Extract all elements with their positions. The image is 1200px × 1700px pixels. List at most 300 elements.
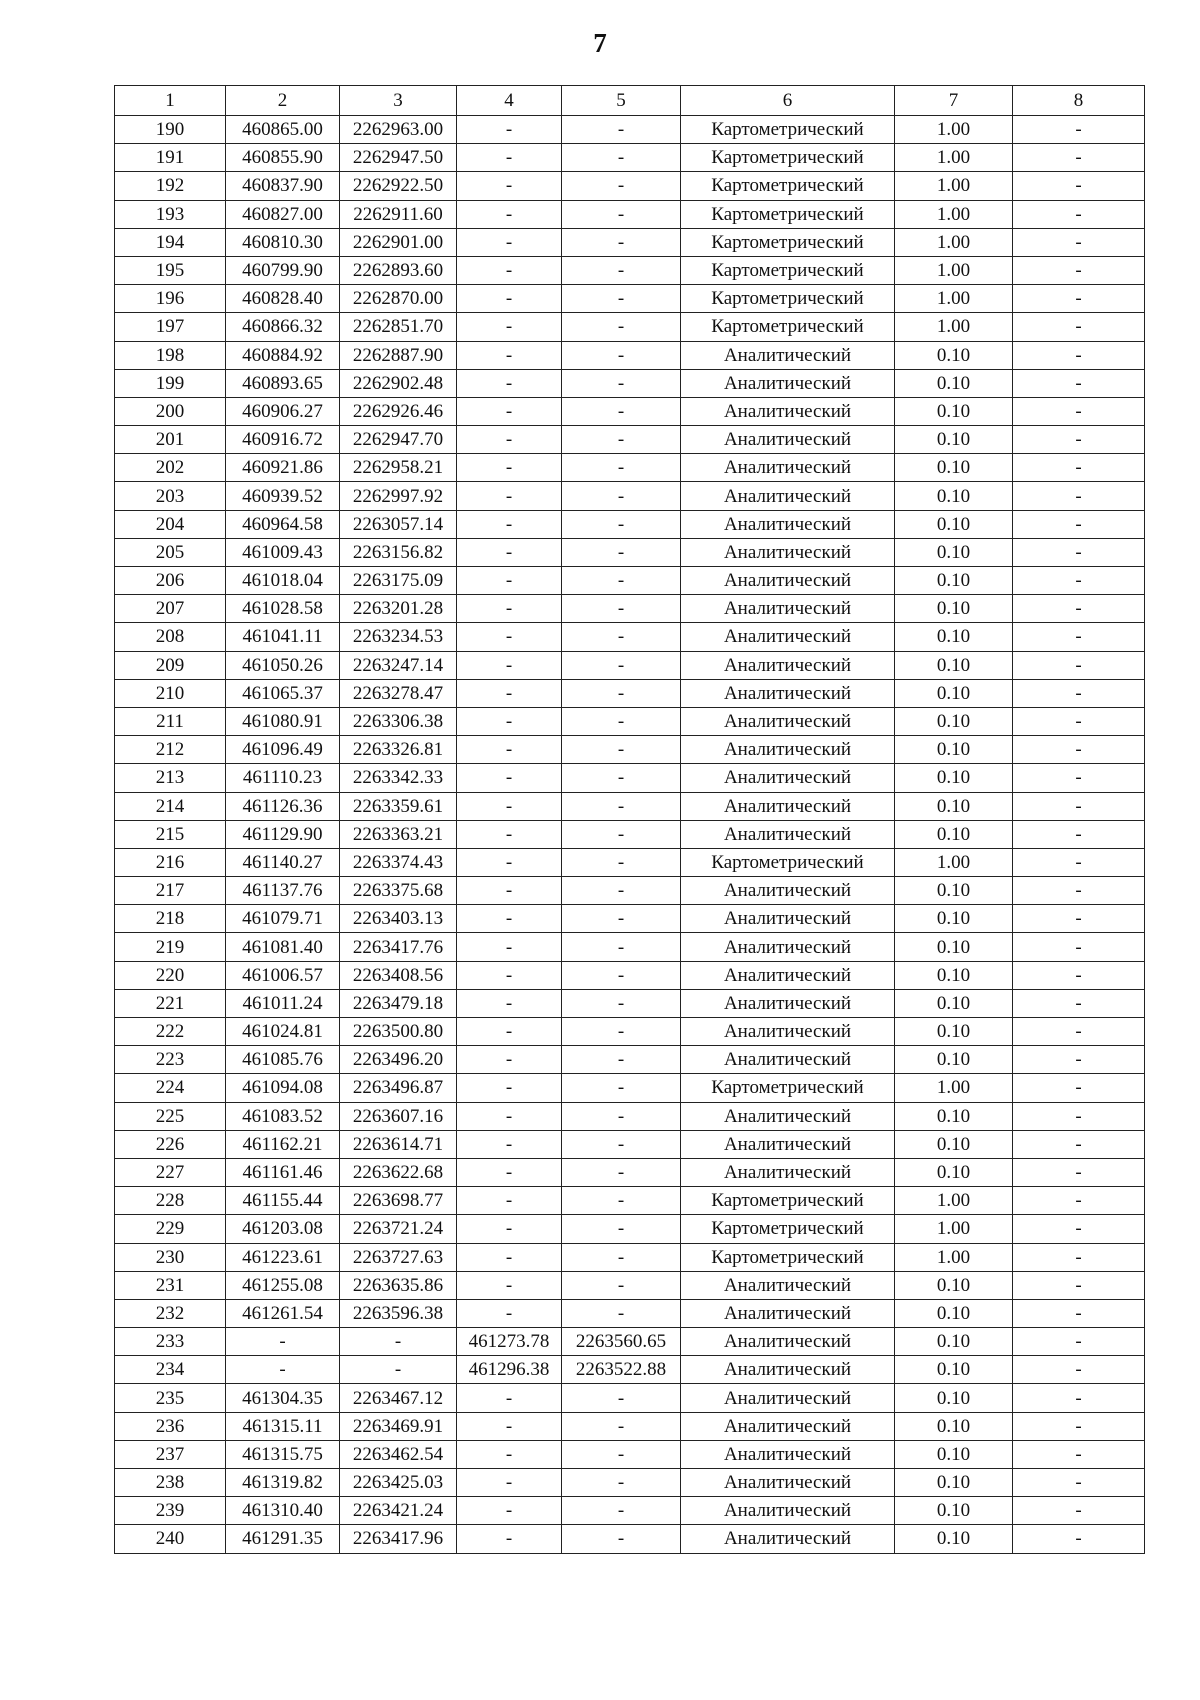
accuracy-cell: 0.10 xyxy=(895,426,1013,454)
x-coordinate-cell: 461137.76 xyxy=(226,877,340,905)
description-cell: - xyxy=(1013,482,1145,510)
y-alt-coordinate-cell: - xyxy=(562,538,681,566)
x-coordinate-cell: 461223.61 xyxy=(226,1243,340,1271)
method-cell: Картометрический xyxy=(681,116,895,144)
accuracy-cell: 1.00 xyxy=(895,172,1013,200)
y-alt-coordinate-cell: - xyxy=(562,510,681,538)
x-coordinate-cell: - xyxy=(226,1328,340,1356)
table-row xyxy=(115,1469,1145,1497)
table-row xyxy=(115,820,1145,848)
y-alt-coordinate-cell: - xyxy=(562,454,681,482)
description-cell: - xyxy=(1013,567,1145,595)
x-coordinate-cell: 461079.71 xyxy=(226,905,340,933)
x-alt-coordinate-cell: - xyxy=(457,961,562,989)
x-coordinate-cell: 461315.11 xyxy=(226,1412,340,1440)
column-header-8: 8 xyxy=(1013,86,1145,116)
y-alt-coordinate-cell: - xyxy=(562,426,681,454)
x-alt-coordinate-cell: - xyxy=(457,116,562,144)
x-alt-coordinate-cell: - xyxy=(457,1525,562,1553)
y-alt-coordinate-cell: - xyxy=(562,567,681,595)
description-cell: - xyxy=(1013,1412,1145,1440)
x-coordinate-cell: 461203.08 xyxy=(226,1215,340,1243)
x-alt-coordinate-cell: - xyxy=(457,567,562,595)
x-alt-coordinate-cell: - xyxy=(457,1299,562,1327)
description-cell: - xyxy=(1013,341,1145,369)
coordinates-table xyxy=(114,85,1145,1554)
y-coordinate-cell: 2263408.56 xyxy=(340,961,457,989)
x-coordinate-cell: 461094.08 xyxy=(226,1074,340,1102)
accuracy-cell: 0.10 xyxy=(895,1469,1013,1497)
description-cell: - xyxy=(1013,1525,1145,1553)
x-coordinate-cell: 461110.23 xyxy=(226,764,340,792)
x-coordinate-cell: 461011.24 xyxy=(226,989,340,1017)
point-number-cell: 238 xyxy=(115,1469,226,1497)
x-alt-coordinate-cell: - xyxy=(457,285,562,313)
y-alt-coordinate-cell: - xyxy=(562,933,681,961)
accuracy-cell: 0.10 xyxy=(895,567,1013,595)
method-cell: Аналитический xyxy=(681,820,895,848)
x-alt-coordinate-cell: - xyxy=(457,1046,562,1074)
accuracy-cell: 0.10 xyxy=(895,1299,1013,1327)
table-row xyxy=(115,313,1145,341)
point-number-cell: 194 xyxy=(115,228,226,256)
y-coordinate-cell: 2263363.21 xyxy=(340,820,457,848)
point-number-cell: 236 xyxy=(115,1412,226,1440)
point-number-cell: 233 xyxy=(115,1328,226,1356)
x-coordinate-cell: 461024.81 xyxy=(226,1018,340,1046)
x-alt-coordinate-cell: - xyxy=(457,256,562,284)
table-row xyxy=(115,679,1145,707)
method-cell: Картометрический xyxy=(681,228,895,256)
description-cell: - xyxy=(1013,764,1145,792)
point-number-cell: 211 xyxy=(115,707,226,735)
accuracy-cell: 0.10 xyxy=(895,679,1013,707)
accuracy-cell: 0.10 xyxy=(895,933,1013,961)
point-number-cell: 239 xyxy=(115,1497,226,1525)
accuracy-cell: 1.00 xyxy=(895,256,1013,284)
method-cell: Аналитический xyxy=(681,1525,895,1553)
method-cell: Картометрический xyxy=(681,200,895,228)
table-row xyxy=(115,200,1145,228)
table-row xyxy=(115,1046,1145,1074)
x-alt-coordinate-cell: - xyxy=(457,397,562,425)
description-cell: - xyxy=(1013,1497,1145,1525)
table-row xyxy=(115,905,1145,933)
table-row xyxy=(115,426,1145,454)
y-alt-coordinate-cell: - xyxy=(562,1102,681,1130)
method-cell: Картометрический xyxy=(681,1187,895,1215)
x-coordinate-cell: 461018.04 xyxy=(226,567,340,595)
x-coordinate-cell: 461261.54 xyxy=(226,1299,340,1327)
table-row xyxy=(115,1130,1145,1158)
y-coordinate-cell: 2263698.77 xyxy=(340,1187,457,1215)
table-row xyxy=(115,848,1145,876)
accuracy-cell: 0.10 xyxy=(895,1018,1013,1046)
accuracy-cell: 0.10 xyxy=(895,1356,1013,1384)
method-cell: Аналитический xyxy=(681,482,895,510)
method-cell: Аналитический xyxy=(681,1469,895,1497)
point-number-cell: 222 xyxy=(115,1018,226,1046)
x-alt-coordinate-cell: - xyxy=(457,313,562,341)
method-cell: Аналитический xyxy=(681,341,895,369)
method-cell: Аналитический xyxy=(681,1299,895,1327)
y-alt-coordinate-cell: - xyxy=(562,1525,681,1553)
x-alt-coordinate-cell: - xyxy=(457,510,562,538)
point-number-cell: 224 xyxy=(115,1074,226,1102)
y-coordinate-cell: 2262997.92 xyxy=(340,482,457,510)
description-cell: - xyxy=(1013,736,1145,764)
table-row xyxy=(115,1215,1145,1243)
description-cell: - xyxy=(1013,707,1145,735)
description-cell: - xyxy=(1013,595,1145,623)
description-cell: - xyxy=(1013,848,1145,876)
point-number-cell: 226 xyxy=(115,1130,226,1158)
x-coordinate-cell: 461291.35 xyxy=(226,1525,340,1553)
x-coordinate-cell: 461162.21 xyxy=(226,1130,340,1158)
x-alt-coordinate-cell: - xyxy=(457,989,562,1017)
accuracy-cell: 0.10 xyxy=(895,820,1013,848)
x-coordinate-cell: 461126.36 xyxy=(226,792,340,820)
x-coordinate-cell: 461304.35 xyxy=(226,1384,340,1412)
y-coordinate-cell: 2263622.68 xyxy=(340,1158,457,1186)
description-cell: - xyxy=(1013,679,1145,707)
x-coordinate-cell: 460939.52 xyxy=(226,482,340,510)
method-cell: Аналитический xyxy=(681,1412,895,1440)
description-cell: - xyxy=(1013,961,1145,989)
point-number-cell: 195 xyxy=(115,256,226,284)
table-row xyxy=(115,228,1145,256)
point-number-cell: 201 xyxy=(115,426,226,454)
y-coordinate-cell: 2263417.76 xyxy=(340,933,457,961)
x-alt-coordinate-cell: - xyxy=(457,1102,562,1130)
description-cell: - xyxy=(1013,877,1145,905)
y-coordinate-cell: 2263469.91 xyxy=(340,1412,457,1440)
x-coordinate-cell: 461081.40 xyxy=(226,933,340,961)
x-coordinate-cell: 461083.52 xyxy=(226,1102,340,1130)
x-alt-coordinate-cell: - xyxy=(457,454,562,482)
table-row xyxy=(115,623,1145,651)
x-coordinate-cell: 460916.72 xyxy=(226,426,340,454)
y-alt-coordinate-cell: - xyxy=(562,397,681,425)
table-row xyxy=(115,1356,1145,1384)
y-coordinate-cell: - xyxy=(340,1356,457,1384)
x-alt-coordinate-cell: 461296.38 xyxy=(457,1356,562,1384)
method-cell: Аналитический xyxy=(681,1440,895,1468)
x-coordinate-cell: 461041.11 xyxy=(226,623,340,651)
method-cell: Аналитический xyxy=(681,792,895,820)
x-coordinate-cell: 460827.00 xyxy=(226,200,340,228)
method-cell: Аналитический xyxy=(681,567,895,595)
description-cell: - xyxy=(1013,200,1145,228)
method-cell: Картометрический xyxy=(681,256,895,284)
accuracy-cell: 1.00 xyxy=(895,285,1013,313)
point-number-cell: 215 xyxy=(115,820,226,848)
description-cell: - xyxy=(1013,623,1145,651)
x-alt-coordinate-cell: - xyxy=(457,764,562,792)
x-coordinate-cell: 461255.08 xyxy=(226,1271,340,1299)
description-cell: - xyxy=(1013,1102,1145,1130)
x-coordinate-cell: 460884.92 xyxy=(226,341,340,369)
table-row xyxy=(115,116,1145,144)
method-cell: Аналитический xyxy=(681,510,895,538)
y-coordinate-cell: 2262851.70 xyxy=(340,313,457,341)
table-row xyxy=(115,567,1145,595)
description-cell: - xyxy=(1013,933,1145,961)
method-cell: Аналитический xyxy=(681,651,895,679)
method-cell: Аналитический xyxy=(681,707,895,735)
y-alt-coordinate-cell: - xyxy=(562,764,681,792)
y-alt-coordinate-cell: - xyxy=(562,200,681,228)
x-coordinate-cell: 461310.40 xyxy=(226,1497,340,1525)
method-cell: Аналитический xyxy=(681,679,895,707)
x-coordinate-cell: 461065.37 xyxy=(226,679,340,707)
point-number-cell: 192 xyxy=(115,172,226,200)
x-coordinate-cell: 461140.27 xyxy=(226,848,340,876)
x-alt-coordinate-cell: - xyxy=(457,877,562,905)
method-cell: Картометрический xyxy=(681,172,895,200)
description-cell: - xyxy=(1013,397,1145,425)
y-alt-coordinate-cell: - xyxy=(562,595,681,623)
accuracy-cell: 0.10 xyxy=(895,792,1013,820)
method-cell: Картометрический xyxy=(681,1074,895,1102)
x-alt-coordinate-cell: - xyxy=(457,172,562,200)
page-number: 7 xyxy=(593,28,607,58)
y-alt-coordinate-cell: - xyxy=(562,1215,681,1243)
x-alt-coordinate-cell: - xyxy=(457,1074,562,1102)
x-coordinate-cell: 460906.27 xyxy=(226,397,340,425)
column-header-1: 1 xyxy=(115,86,226,116)
method-cell: Аналитический xyxy=(681,397,895,425)
method-cell: Аналитический xyxy=(681,1497,895,1525)
y-alt-coordinate-cell: - xyxy=(562,1018,681,1046)
table-row xyxy=(115,933,1145,961)
point-number-cell: 210 xyxy=(115,679,226,707)
y-alt-coordinate-cell: - xyxy=(562,1497,681,1525)
x-alt-coordinate-cell: - xyxy=(457,1384,562,1412)
table-body xyxy=(115,116,1145,1554)
accuracy-cell: 0.10 xyxy=(895,736,1013,764)
column-header-5: 5 xyxy=(562,86,681,116)
method-cell: Аналитический xyxy=(681,877,895,905)
point-number-cell: 205 xyxy=(115,538,226,566)
y-alt-coordinate-cell: - xyxy=(562,989,681,1017)
method-cell: Аналитический xyxy=(681,1046,895,1074)
accuracy-cell: 0.10 xyxy=(895,961,1013,989)
y-alt-coordinate-cell: - xyxy=(562,228,681,256)
point-number-cell: 202 xyxy=(115,454,226,482)
table-row xyxy=(115,1384,1145,1412)
y-alt-coordinate-cell: - xyxy=(562,1384,681,1412)
method-cell: Аналитический xyxy=(681,1102,895,1130)
table-row xyxy=(115,341,1145,369)
description-cell: - xyxy=(1013,510,1145,538)
x-coordinate-cell: 461096.49 xyxy=(226,736,340,764)
y-coordinate-cell: 2263721.24 xyxy=(340,1215,457,1243)
x-alt-coordinate-cell: - xyxy=(457,820,562,848)
x-alt-coordinate-cell: - xyxy=(457,538,562,566)
point-number-cell: 232 xyxy=(115,1299,226,1327)
y-coordinate-cell: 2262922.50 xyxy=(340,172,457,200)
accuracy-cell: 0.10 xyxy=(895,905,1013,933)
accuracy-cell: 0.10 xyxy=(895,1046,1013,1074)
point-number-cell: 240 xyxy=(115,1525,226,1553)
accuracy-cell: 0.10 xyxy=(895,764,1013,792)
y-coordinate-cell: 2262958.21 xyxy=(340,454,457,482)
table-row xyxy=(115,510,1145,538)
x-alt-coordinate-cell: - xyxy=(457,595,562,623)
y-alt-coordinate-cell: - xyxy=(562,1243,681,1271)
x-coordinate-cell: 460855.90 xyxy=(226,144,340,172)
table-row xyxy=(115,736,1145,764)
description-cell: - xyxy=(1013,905,1145,933)
description-cell: - xyxy=(1013,1356,1145,1384)
point-number-cell: 196 xyxy=(115,285,226,313)
table-row xyxy=(115,1525,1145,1553)
point-number-cell: 234 xyxy=(115,1356,226,1384)
x-alt-coordinate-cell: - xyxy=(457,482,562,510)
description-cell: - xyxy=(1013,651,1145,679)
y-alt-coordinate-cell: - xyxy=(562,877,681,905)
description-cell: - xyxy=(1013,369,1145,397)
y-alt-coordinate-cell: - xyxy=(562,792,681,820)
y-alt-coordinate-cell: - xyxy=(562,820,681,848)
accuracy-cell: 0.10 xyxy=(895,1525,1013,1553)
y-alt-coordinate-cell: - xyxy=(562,482,681,510)
accuracy-cell: 1.00 xyxy=(895,1074,1013,1102)
accuracy-cell: 0.10 xyxy=(895,1497,1013,1525)
accuracy-cell: 0.10 xyxy=(895,1440,1013,1468)
column-header-7: 7 xyxy=(895,86,1013,116)
y-alt-coordinate-cell: - xyxy=(562,285,681,313)
method-cell: Картометрический xyxy=(681,313,895,341)
table-row xyxy=(115,1440,1145,1468)
y-alt-coordinate-cell: - xyxy=(562,1412,681,1440)
table-row xyxy=(115,1074,1145,1102)
x-coordinate-cell: 461085.76 xyxy=(226,1046,340,1074)
table-row xyxy=(115,1243,1145,1271)
point-number-cell: 227 xyxy=(115,1158,226,1186)
point-number-cell: 197 xyxy=(115,313,226,341)
y-coordinate-cell: 2263500.80 xyxy=(340,1018,457,1046)
y-coordinate-cell: 2262893.60 xyxy=(340,256,457,284)
x-alt-coordinate-cell: - xyxy=(457,1440,562,1468)
y-coordinate-cell: 2263417.96 xyxy=(340,1525,457,1553)
description-cell: - xyxy=(1013,820,1145,848)
x-alt-coordinate-cell: 461273.78 xyxy=(457,1328,562,1356)
y-coordinate-cell: 2263467.12 xyxy=(340,1384,457,1412)
y-alt-coordinate-cell: - xyxy=(562,623,681,651)
y-alt-coordinate-cell: - xyxy=(562,1074,681,1102)
y-coordinate-cell: 2263421.24 xyxy=(340,1497,457,1525)
table-row xyxy=(115,1271,1145,1299)
y-coordinate-cell: 2263607.16 xyxy=(340,1102,457,1130)
accuracy-cell: 0.10 xyxy=(895,1130,1013,1158)
table-row xyxy=(115,707,1145,735)
method-cell: Аналитический xyxy=(681,905,895,933)
y-alt-coordinate-cell: - xyxy=(562,369,681,397)
table-row xyxy=(115,1102,1145,1130)
y-coordinate-cell: 2263614.71 xyxy=(340,1130,457,1158)
y-coordinate-cell: 2263462.54 xyxy=(340,1440,457,1468)
method-cell: Аналитический xyxy=(681,454,895,482)
x-alt-coordinate-cell: - xyxy=(457,1215,562,1243)
description-cell: - xyxy=(1013,1440,1145,1468)
y-coordinate-cell: 2263496.87 xyxy=(340,1074,457,1102)
point-number-cell: 190 xyxy=(115,116,226,144)
point-number-cell: 212 xyxy=(115,736,226,764)
point-number-cell: 223 xyxy=(115,1046,226,1074)
accuracy-cell: 1.00 xyxy=(895,144,1013,172)
x-coordinate-cell: 461155.44 xyxy=(226,1187,340,1215)
description-cell: - xyxy=(1013,538,1145,566)
x-coordinate-cell: 460865.00 xyxy=(226,116,340,144)
y-coordinate-cell: 2263375.68 xyxy=(340,877,457,905)
method-cell: Аналитический xyxy=(681,1328,895,1356)
point-number-cell: 206 xyxy=(115,567,226,595)
accuracy-cell: 0.10 xyxy=(895,651,1013,679)
accuracy-cell: 0.10 xyxy=(895,454,1013,482)
method-cell: Картометрический xyxy=(681,848,895,876)
y-alt-coordinate-cell: - xyxy=(562,707,681,735)
x-alt-coordinate-cell: - xyxy=(457,1271,562,1299)
point-number-cell: 225 xyxy=(115,1102,226,1130)
y-coordinate-cell: 2263247.14 xyxy=(340,651,457,679)
method-cell: Аналитический xyxy=(681,595,895,623)
point-number-cell: 230 xyxy=(115,1243,226,1271)
method-cell: Картометрический xyxy=(681,1243,895,1271)
accuracy-cell: 0.10 xyxy=(895,1158,1013,1186)
column-header-2: 2 xyxy=(226,86,340,116)
x-coordinate-cell: 460828.40 xyxy=(226,285,340,313)
accuracy-cell: 1.00 xyxy=(895,116,1013,144)
y-coordinate-cell: 2262911.60 xyxy=(340,200,457,228)
x-coordinate-cell: 460810.30 xyxy=(226,228,340,256)
column-header-3: 3 xyxy=(340,86,457,116)
accuracy-cell: 0.10 xyxy=(895,1271,1013,1299)
y-coordinate-cell: 2263306.38 xyxy=(340,707,457,735)
y-coordinate-cell: 2262926.46 xyxy=(340,397,457,425)
table-row xyxy=(115,172,1145,200)
description-cell: - xyxy=(1013,1384,1145,1412)
y-alt-coordinate-cell: - xyxy=(562,144,681,172)
method-cell: Аналитический xyxy=(681,426,895,454)
table-row xyxy=(115,397,1145,425)
x-coordinate-cell: - xyxy=(226,1356,340,1384)
y-alt-coordinate-cell: - xyxy=(562,1469,681,1497)
table-row xyxy=(115,961,1145,989)
point-number-cell: 198 xyxy=(115,341,226,369)
y-coordinate-cell: 2262902.48 xyxy=(340,369,457,397)
y-coordinate-cell: 2262947.50 xyxy=(340,144,457,172)
y-coordinate-cell: 2262901.00 xyxy=(340,228,457,256)
y-alt-coordinate-cell: - xyxy=(562,848,681,876)
y-coordinate-cell: 2262870.00 xyxy=(340,285,457,313)
x-alt-coordinate-cell: - xyxy=(457,707,562,735)
y-alt-coordinate-cell: - xyxy=(562,961,681,989)
x-alt-coordinate-cell: - xyxy=(457,679,562,707)
description-cell: - xyxy=(1013,1271,1145,1299)
description-cell: - xyxy=(1013,285,1145,313)
x-coordinate-cell: 461161.46 xyxy=(226,1158,340,1186)
y-alt-coordinate-cell: - xyxy=(562,256,681,284)
point-number-cell: 216 xyxy=(115,848,226,876)
description-cell: - xyxy=(1013,1328,1145,1356)
method-cell: Аналитический xyxy=(681,369,895,397)
point-number-cell: 199 xyxy=(115,369,226,397)
method-cell: Аналитический xyxy=(681,989,895,1017)
y-alt-coordinate-cell: - xyxy=(562,1440,681,1468)
x-alt-coordinate-cell: - xyxy=(457,1497,562,1525)
